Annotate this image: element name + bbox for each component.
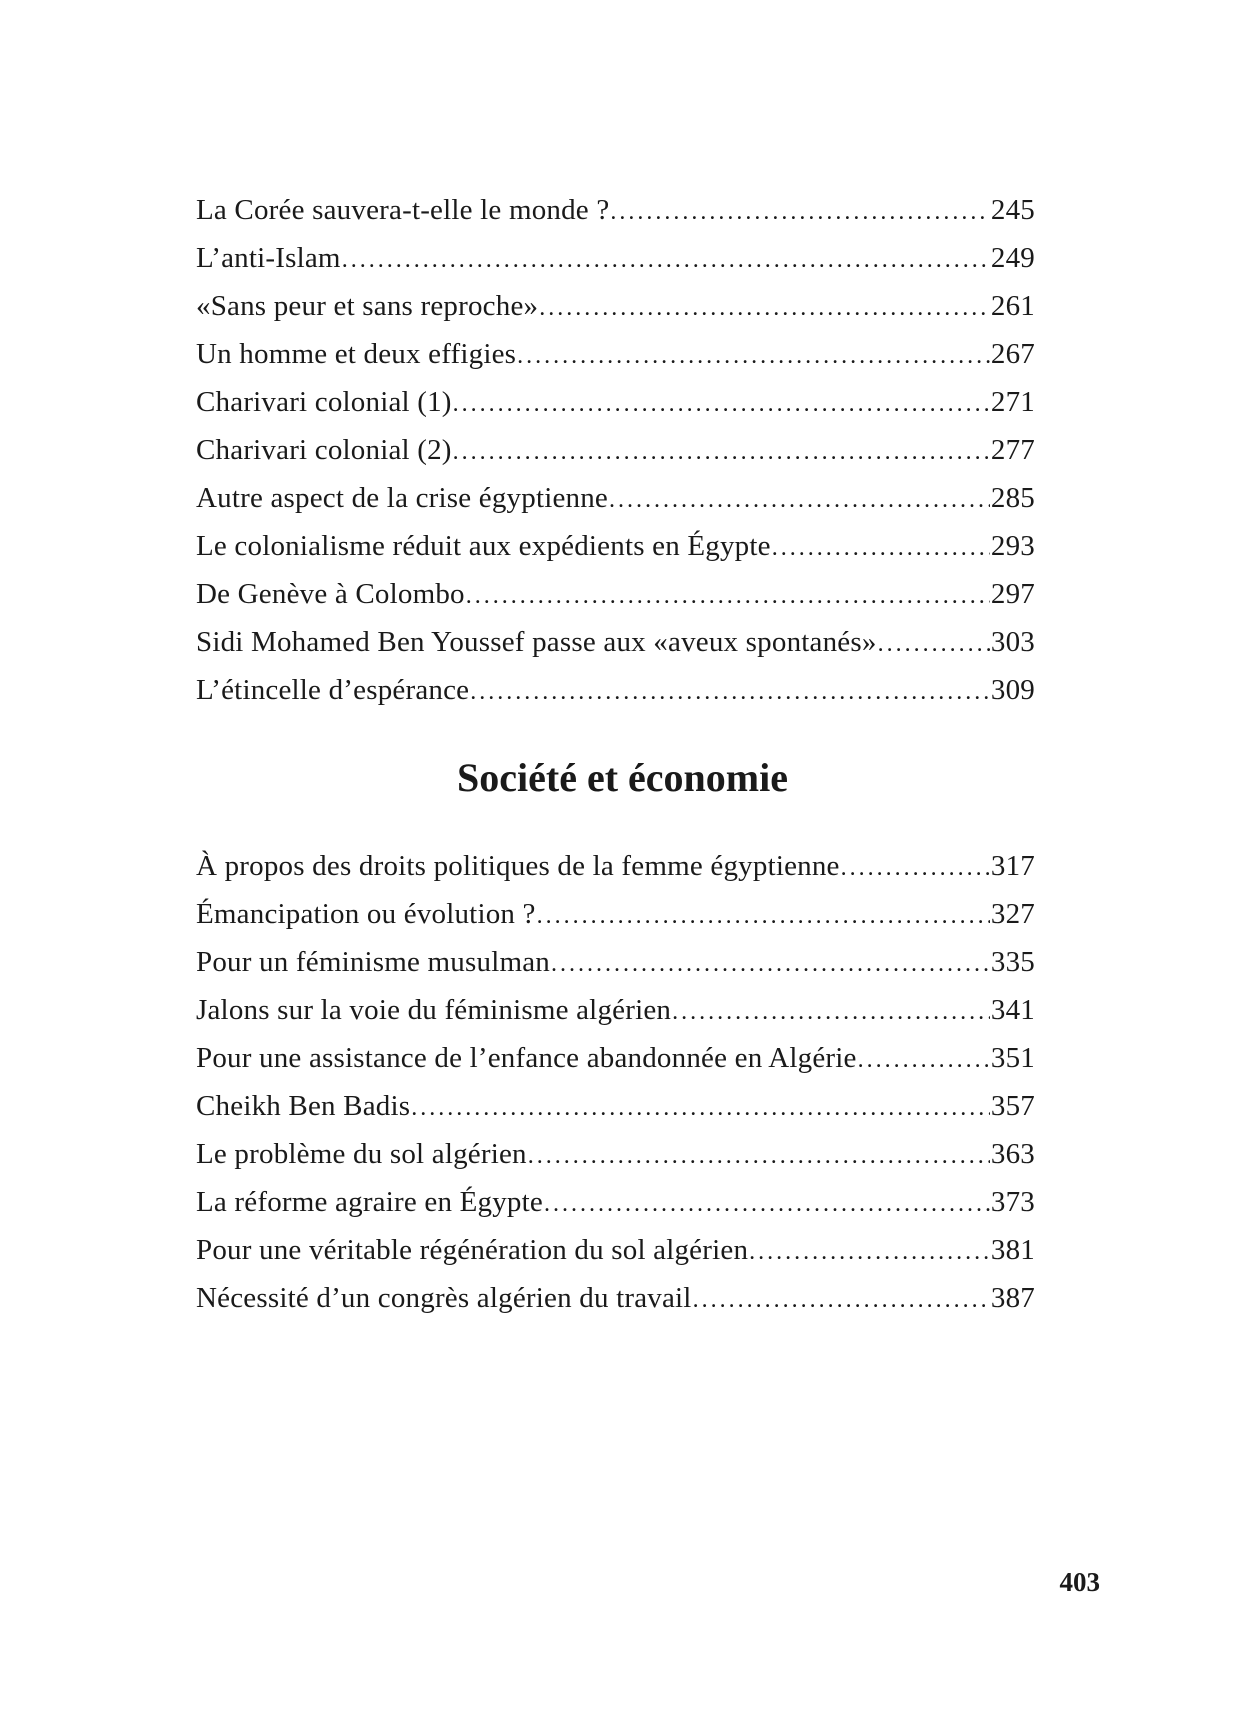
toc-entry[interactable]: [196, 186, 1035, 234]
toc-entry-page: 341: [990, 994, 1035, 1026]
toc-list-part1: [196, 186, 1035, 714]
dot-leader: [878, 620, 990, 668]
toc-entry-title: Cheikh Ben Badis: [196, 1090, 411, 1122]
dot-leader: [453, 428, 990, 476]
toc-entry-page: 277: [990, 434, 1035, 466]
toc-entry-title: Nécessité d’un congrès algérien du travail: [196, 1282, 692, 1314]
toc-entry-title: Jalons sur la voie du féminisme algérien: [196, 994, 672, 1026]
toc-entry-title: Autre aspect de la crise égyptienne: [196, 482, 609, 514]
toc-entry-title: Pour un féminisme musulman: [196, 946, 550, 978]
toc-entry[interactable]: [196, 1034, 1035, 1082]
toc-entry-title: La réforme agraire en Égypte: [196, 1186, 543, 1218]
dot-leader: [693, 1276, 990, 1324]
dot-leader: [466, 572, 990, 620]
toc-entry[interactable]: [196, 1226, 1035, 1274]
dot-leader: [528, 1132, 990, 1180]
dot-leader: [342, 236, 990, 284]
section-heading: Société et économie: [457, 755, 788, 800]
toc-entry-title: Le colonialisme réduit aux expédients en Égypte: [196, 530, 771, 562]
toc-entry-page: 249: [990, 242, 1035, 274]
toc-entry[interactable]: [196, 378, 1035, 426]
toc-entry-page: 373: [990, 1186, 1035, 1218]
toc-entry-page: 363: [990, 1138, 1035, 1170]
toc-entry-title: «Sans peur et sans reproche»: [196, 290, 539, 322]
toc-entry-title: Un homme et deux effigies: [196, 338, 517, 370]
toc-entry-page: 293: [990, 530, 1035, 562]
page-number: 403: [1059, 1567, 1100, 1597]
toc-entry-page: 297: [990, 578, 1035, 610]
dot-leader: [539, 284, 990, 332]
toc-entry[interactable]: [196, 234, 1035, 282]
dot-leader: [749, 1228, 990, 1276]
toc-entry-title: La Corée sauvera-t-elle le monde ?: [196, 194, 610, 226]
dot-leader: [453, 380, 990, 428]
dot-leader: [517, 332, 990, 380]
toc-entry[interactable]: [196, 1274, 1035, 1322]
toc-entry-page: 381: [990, 1234, 1035, 1266]
toc-entry[interactable]: [196, 890, 1035, 938]
toc-entry[interactable]: [196, 282, 1035, 330]
toc-entry[interactable]: [196, 1178, 1035, 1226]
toc-entry[interactable]: [196, 1130, 1035, 1178]
toc-entry[interactable]: [196, 986, 1035, 1034]
toc-entry-page: 387: [990, 1282, 1035, 1314]
dot-leader: [672, 988, 990, 1036]
toc-entry-page: 267: [990, 338, 1035, 370]
toc-entry-title: L’anti-Islam: [196, 242, 341, 274]
toc-entry-page: 335: [990, 946, 1035, 978]
toc-list-section: [196, 842, 1035, 1322]
toc-entry-title: Pour une véritable régénération du sol algérien: [196, 1234, 749, 1266]
toc-entry[interactable]: [196, 474, 1035, 522]
toc-entry-title: Le problème du sol algérien: [196, 1138, 527, 1170]
toc-entry[interactable]: [196, 570, 1035, 618]
dot-leader: [411, 1084, 990, 1132]
toc-entry-page: 357: [990, 1090, 1035, 1122]
toc-entry-page: 261: [990, 290, 1035, 322]
toc-entry-page: 309: [990, 674, 1035, 706]
toc-entry-title: Émancipation ou évolution ?: [196, 898, 536, 930]
toc-entry-page: 303: [990, 626, 1035, 658]
dot-leader: [609, 476, 990, 524]
toc-entry-page: 317: [990, 850, 1035, 882]
dot-leader: [841, 844, 990, 892]
toc-entry-title: Sidi Mohamed Ben Youssef passe aux «aveux spontanés»: [196, 626, 877, 658]
toc-entry-title: À propos des droits politiques de la femme égyptienne: [196, 850, 840, 882]
toc-entry-title: Charivari colonial (1): [196, 386, 452, 418]
dot-leader: [470, 668, 990, 716]
toc-entry[interactable]: [196, 666, 1035, 714]
toc-entry-title: De Genève à Colombo: [196, 578, 465, 610]
toc-entry-title: L’étincelle d’espérance: [196, 674, 470, 706]
dot-leader: [537, 892, 990, 940]
toc-entry-page: 327: [990, 898, 1035, 930]
toc-entry-title: Charivari colonial (2): [196, 434, 452, 466]
toc-entry[interactable]: [196, 522, 1035, 570]
toc-entry-title: Pour une assistance de l’enfance abandonnée en Algérie: [196, 1042, 857, 1074]
toc-entry[interactable]: [196, 842, 1035, 890]
toc-entry-page: 351: [990, 1042, 1035, 1074]
toc-entry[interactable]: [196, 426, 1035, 474]
dot-leader: [772, 524, 990, 572]
toc-entry-page: 285: [990, 482, 1035, 514]
dot-leader: [858, 1036, 990, 1084]
toc-entry-page: 271: [990, 386, 1035, 418]
dot-leader: [551, 940, 990, 988]
toc-entry[interactable]: [196, 938, 1035, 986]
toc-entry[interactable]: [196, 330, 1035, 378]
dot-leader: [544, 1180, 990, 1228]
toc-entry-page: 245: [990, 194, 1035, 226]
toc-entry[interactable]: [196, 618, 1035, 666]
toc-entry[interactable]: [196, 1082, 1035, 1130]
dot-leader: [610, 188, 989, 236]
